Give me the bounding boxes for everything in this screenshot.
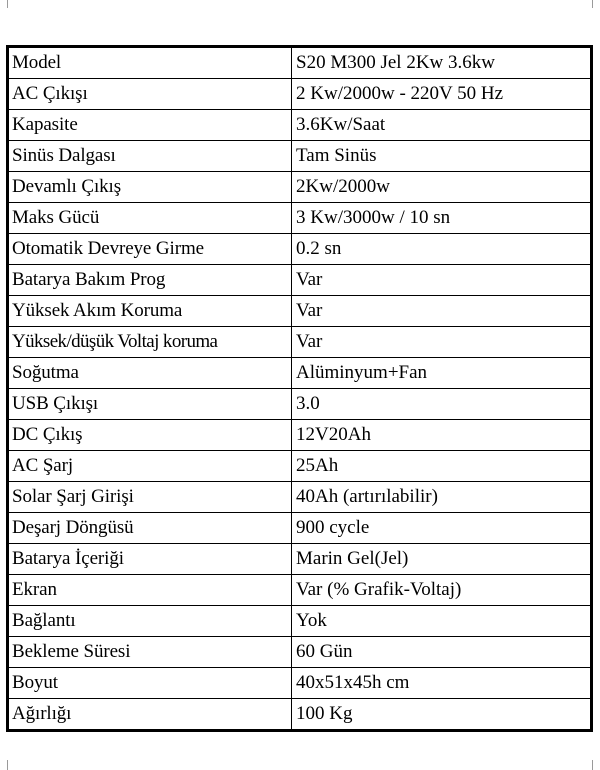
spec-label: Soğutma: [8, 358, 292, 389]
spec-label: Ağırlığı: [8, 699, 292, 731]
table-row: [8, 47, 592, 79]
spec-value: Yok: [292, 606, 592, 637]
spec-label: Batarya İçeriği: [8, 544, 292, 575]
spec-label: Maks Gücü: [8, 203, 292, 234]
table-row: [8, 358, 592, 389]
spec-label: Bağlantı: [8, 606, 292, 637]
table-row: [8, 234, 592, 265]
spec-value: Alüminyum+Fan: [292, 358, 592, 389]
table-row: [8, 79, 592, 110]
table-row: [8, 172, 592, 203]
spec-value: 100 Kg: [292, 699, 592, 731]
table-row: [8, 296, 592, 327]
table-row: [8, 482, 592, 513]
table-row: [8, 203, 592, 234]
spec-value: Marin Gel(Jel): [292, 544, 592, 575]
spec-value: 3 Kw/3000w / 10 sn: [292, 203, 592, 234]
spec-value: 0.2 sn: [292, 234, 592, 265]
table-row: [8, 637, 592, 668]
spec-value: Var: [292, 327, 592, 358]
table-row: [8, 513, 592, 544]
spec-value: Var: [292, 265, 592, 296]
table-row: [8, 575, 592, 606]
spec-label: AC Çıkışı: [8, 79, 292, 110]
spec-label: Yüksek Akım Koruma: [8, 296, 292, 327]
spec-label: USB Çıkışı: [8, 389, 292, 420]
spec-value: Tam Sinüs: [292, 141, 592, 172]
spec-value: 3.6Kw/Saat: [292, 110, 592, 141]
spec-value: 2Kw/2000w: [292, 172, 592, 203]
spec-value: S20 M300 Jel 2Kw 3.6kw: [292, 47, 592, 79]
spec-table-body: [8, 47, 592, 731]
spec-value: 40x51x45h cm: [292, 668, 592, 699]
spec-label: Otomatik Devreye Girme: [8, 234, 292, 265]
table-row: [8, 327, 592, 358]
spec-label: Solar Şarj Girişi: [8, 482, 292, 513]
table-row: [8, 420, 592, 451]
table-row: [8, 544, 592, 575]
spec-value: Var (% Grafik-Voltaj): [292, 575, 592, 606]
spec-value: 60 Gün: [292, 637, 592, 668]
spec-label: Kapasite: [8, 110, 292, 141]
table-row: [8, 668, 592, 699]
spec-label: DC Çıkış: [8, 420, 292, 451]
spec-label: Devamlı Çıkış: [8, 172, 292, 203]
spec-value: 900 cycle: [292, 513, 592, 544]
table-row: [8, 699, 592, 731]
spec-value: 3.0: [292, 389, 592, 420]
cell-gridline-mark: [7, 0, 8, 8]
spec-table: [6, 45, 593, 732]
table-row: [8, 110, 592, 141]
spec-value: 40Ah (artırılabilir): [292, 482, 592, 513]
table-row: [8, 451, 592, 482]
spec-label: Ekran: [8, 575, 292, 606]
spec-value: Var: [292, 296, 592, 327]
table-row: [8, 606, 592, 637]
cell-gridline-mark: [592, 760, 593, 770]
cell-gridline-mark: [592, 0, 593, 8]
spec-value: 12V20Ah: [292, 420, 592, 451]
spec-label: Model: [8, 47, 292, 79]
spec-label: Batarya Bakım Prog: [8, 265, 292, 296]
spec-label: AC Şarj: [8, 451, 292, 482]
spec-label: Sinüs Dalgası: [8, 141, 292, 172]
table-row: [8, 141, 592, 172]
spec-label: Yüksek/düşük Voltaj koruma: [8, 327, 292, 358]
table-row: [8, 389, 592, 420]
table-row: [8, 265, 592, 296]
cell-gridline-mark: [7, 760, 8, 770]
spec-label: Boyut: [8, 668, 292, 699]
spec-value: 2 Kw/2000w - 220V 50 Hz: [292, 79, 592, 110]
spec-label: Deşarj Döngüsü: [8, 513, 292, 544]
spec-value: 25Ah: [292, 451, 592, 482]
spec-label: Bekleme Süresi: [8, 637, 292, 668]
